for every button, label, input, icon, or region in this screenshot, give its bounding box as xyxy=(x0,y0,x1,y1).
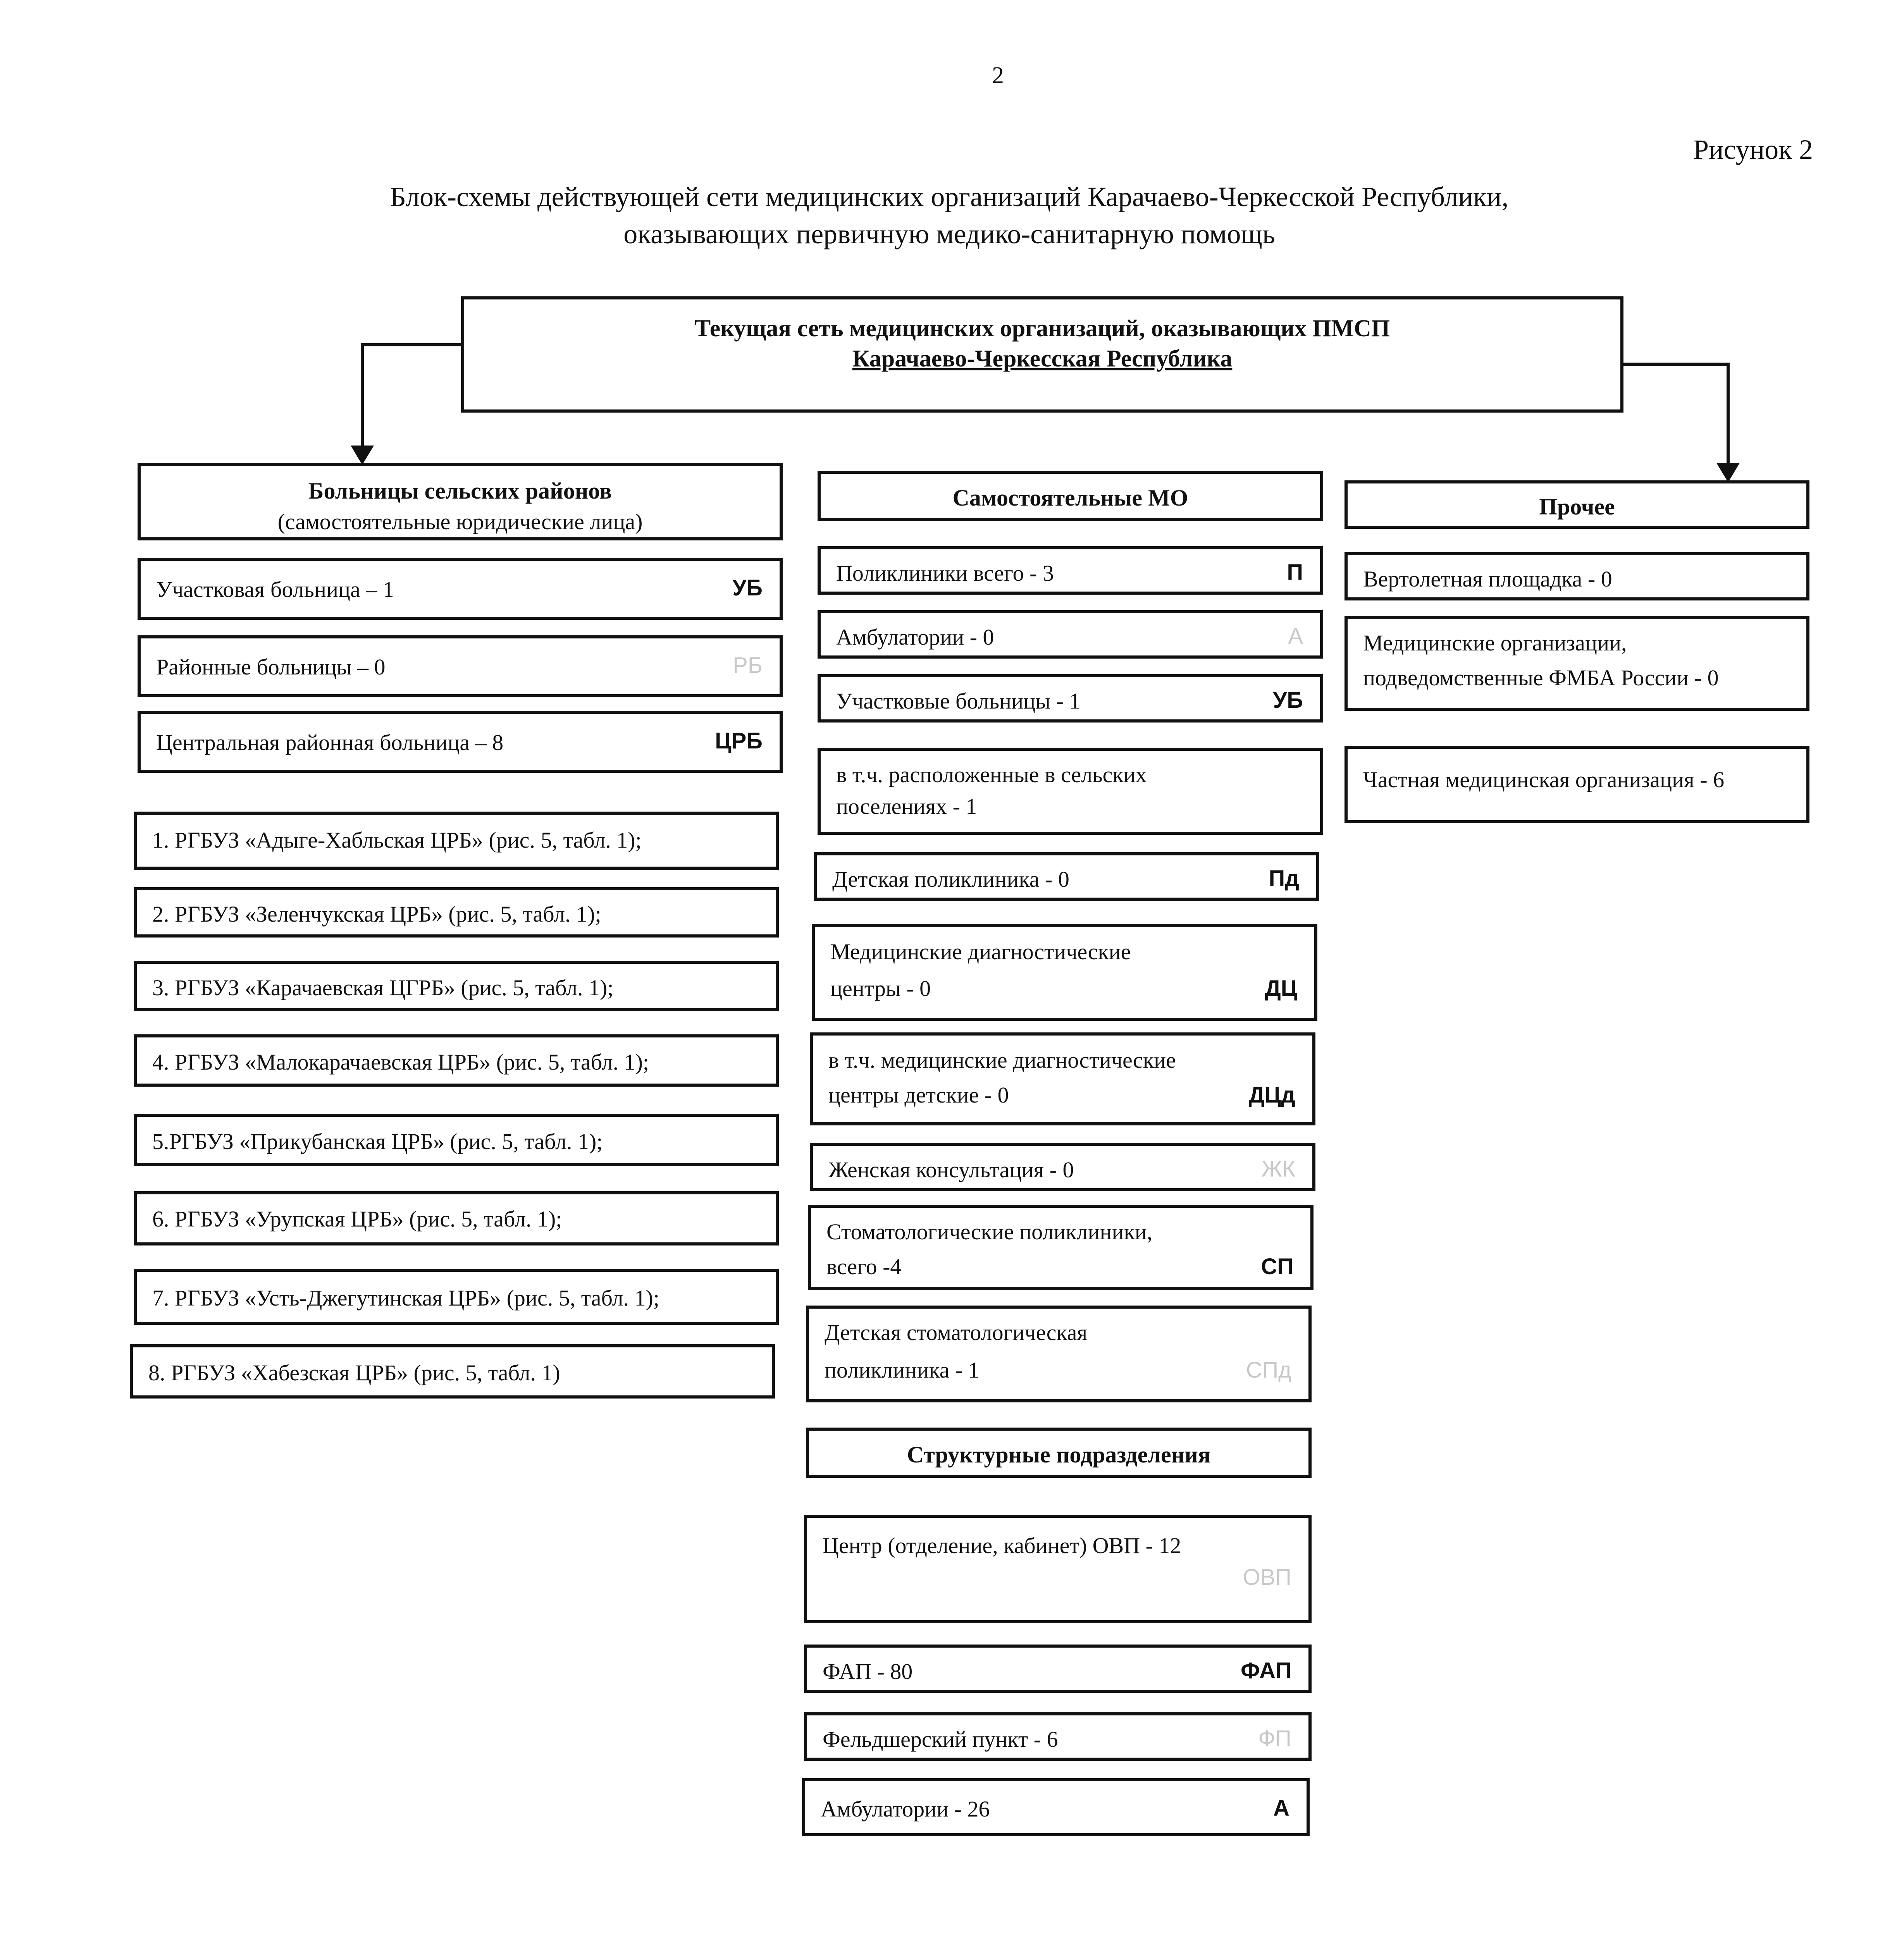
mo-code: А xyxy=(1288,624,1303,649)
mo-label: Детская поликлиника - 0 xyxy=(832,867,1069,892)
cat-code: РБ xyxy=(733,653,763,678)
struct-header: Структурные подразделения xyxy=(907,1442,1211,1467)
root-box xyxy=(461,296,1623,413)
arrow-to-left-column xyxy=(362,345,461,459)
left-header-line-2: (самостоятельные юридические лица) xyxy=(277,509,643,534)
page-number: 2 xyxy=(992,62,1004,89)
crb-list-label: 8. РГБУЗ «Хабезская ЦРБ» (рис. 5, табл. 1) xyxy=(148,1360,560,1385)
diagram-title xyxy=(271,178,1627,253)
struct-box xyxy=(802,1778,1310,1836)
crb-list-item xyxy=(134,1034,779,1087)
middle-header: Самостоятельные МО xyxy=(952,485,1188,511)
crb-list-label: 4. РГБУЗ «Малокарачаевская ЦРБ» (рис. 5, табл. 1); xyxy=(152,1049,649,1075)
middle-header-box xyxy=(818,471,1323,521)
mo-label-line-2: поликлиника - 1 xyxy=(825,1357,980,1383)
struct-code: ОВП xyxy=(1243,1565,1291,1590)
title-line-2: оказывающих первичную медико-санитарную помощь xyxy=(623,218,1275,249)
mo-label-line-2: поселениях - 1 xyxy=(836,794,977,819)
struct-code: ФАП xyxy=(1241,1658,1291,1683)
mo-label: в т.ч. медицинские диагностические xyxy=(828,1048,1176,1073)
cat-code: УБ xyxy=(732,575,763,600)
mo-label: в т.ч. расположенные в сельских xyxy=(836,762,1147,787)
other-label-line-2: подведомственные ФМБА России - 0 xyxy=(1363,665,1719,690)
crb-list-label: 6. РГБУЗ «Урупская ЦРБ» (рис. 5, табл. 1); xyxy=(152,1206,562,1232)
other-box xyxy=(1345,616,1809,711)
cat-box-crb xyxy=(138,711,783,773)
mo-code: СПд xyxy=(1246,1357,1291,1383)
crb-list-item xyxy=(130,1344,775,1399)
struct-label: ФАП - 80 xyxy=(823,1659,913,1684)
other-box xyxy=(1345,552,1809,600)
mo-label-line-2: центры детские - 0 xyxy=(828,1082,1009,1108)
right-header: Прочее xyxy=(1539,494,1615,520)
mo-label-line-2: центры - 0 xyxy=(830,976,931,1001)
mo-box xyxy=(806,1306,1312,1402)
struct-box xyxy=(804,1712,1312,1761)
struct-code: А xyxy=(1273,1796,1289,1821)
crb-list-item xyxy=(134,1191,779,1245)
mo-code: ДЦ xyxy=(1265,976,1297,1001)
mo-box xyxy=(808,1205,1314,1290)
mo-label: Медицинские диагностические xyxy=(830,939,1131,964)
arrowhead-left xyxy=(351,446,374,465)
other-label: Медицинские организации, xyxy=(1363,630,1627,655)
left-header-box xyxy=(138,463,783,540)
root-line-1: Текущая сеть медицинских организаций, оказывающих ПМСП xyxy=(694,315,1390,342)
mo-label: Женская консультация - 0 xyxy=(828,1157,1074,1182)
struct-box xyxy=(804,1645,1312,1693)
mo-label: Амбулатории - 0 xyxy=(836,624,994,650)
cat-label: Центральная районная больница – 8 xyxy=(156,730,504,755)
crb-list-item xyxy=(134,1269,779,1325)
mo-label-line-2: всего -4 xyxy=(826,1254,902,1279)
left-header-line-1: Больницы сельских районов xyxy=(308,478,612,504)
struct-label: Центр (отделение, кабинет) ОВП - 12 xyxy=(823,1533,1181,1558)
mo-code: СП xyxy=(1261,1254,1293,1279)
struct-label: Фельдшерский пункт - 6 xyxy=(823,1727,1058,1752)
mo-box xyxy=(818,674,1323,723)
other-label: Частная медицинская организация - 6 xyxy=(1363,767,1725,792)
crb-list-item xyxy=(134,887,779,938)
title-line-1: Блок-схемы действующей сети медицинских организаций Карачаево-Черкесской Республики, xyxy=(390,181,1509,212)
mo-code: П xyxy=(1287,560,1303,585)
figure-label: Рисунок 2 xyxy=(1693,134,1813,165)
cat-label: Участковая больница – 1 xyxy=(156,577,394,602)
mo-label: Поликлиники всего - 3 xyxy=(836,561,1054,586)
crb-list-label: 7. РГБУЗ «Усть-Джегутинская ЦРБ» (рис. 5, табл. 1); xyxy=(152,1285,659,1311)
mo-label: Стоматологические поликлиники, xyxy=(826,1219,1153,1244)
mo-box xyxy=(812,924,1317,1021)
arrow-to-right-column xyxy=(1620,364,1728,477)
mo-code: ДЦд xyxy=(1248,1082,1295,1108)
crb-list-label: 5.РГБУЗ «Прикубанская ЦРБ» (рис. 5, табл. 1); xyxy=(152,1129,603,1154)
crb-list-label: 3. РГБУЗ «Карачаевская ЦГРБ» (рис. 5, табл. 1); xyxy=(152,975,614,1000)
crb-list-item xyxy=(134,1114,779,1166)
mo-code: Пд xyxy=(1269,866,1299,891)
mo-label: Участковые больницы - 1 xyxy=(836,688,1081,714)
mo-box xyxy=(818,748,1323,835)
mo-box xyxy=(818,546,1323,595)
mo-label: Детская стоматологическая xyxy=(825,1320,1088,1345)
mo-code: УБ xyxy=(1273,688,1303,713)
crb-list-item xyxy=(134,812,779,870)
cat-label: Районные больницы – 0 xyxy=(156,654,386,679)
mo-box xyxy=(810,1032,1315,1125)
cat-box-ub xyxy=(138,558,783,620)
struct-box xyxy=(804,1515,1312,1623)
arrowhead-right xyxy=(1716,463,1740,482)
other-label: Вертолетная площадка - 0 xyxy=(1363,566,1612,592)
crb-list-label: 2. РГБУЗ «Зеленчукская ЦРБ» (рис. 5, табл. 1); xyxy=(152,901,601,927)
other-box xyxy=(1345,746,1809,823)
mo-box xyxy=(810,1143,1315,1191)
crb-list-label: 1. РГБУЗ «Адыге-Хабльская ЦРБ» (рис. 5, табл. 1); xyxy=(152,827,642,853)
root-line-2: Карачаево-Черкесская Республика xyxy=(852,346,1233,372)
struct-code: ФП xyxy=(1258,1726,1291,1751)
crb-list-item xyxy=(134,961,779,1011)
mo-box xyxy=(818,610,1323,659)
struct-label: Амбулатории - 26 xyxy=(821,1796,990,1822)
mo-box xyxy=(814,852,1319,901)
struct-header-box xyxy=(806,1428,1312,1478)
right-header-box xyxy=(1345,480,1809,529)
mo-code: ЖК xyxy=(1261,1156,1295,1182)
cat-box-rb xyxy=(138,635,783,697)
cat-code: ЦРБ xyxy=(715,728,763,753)
